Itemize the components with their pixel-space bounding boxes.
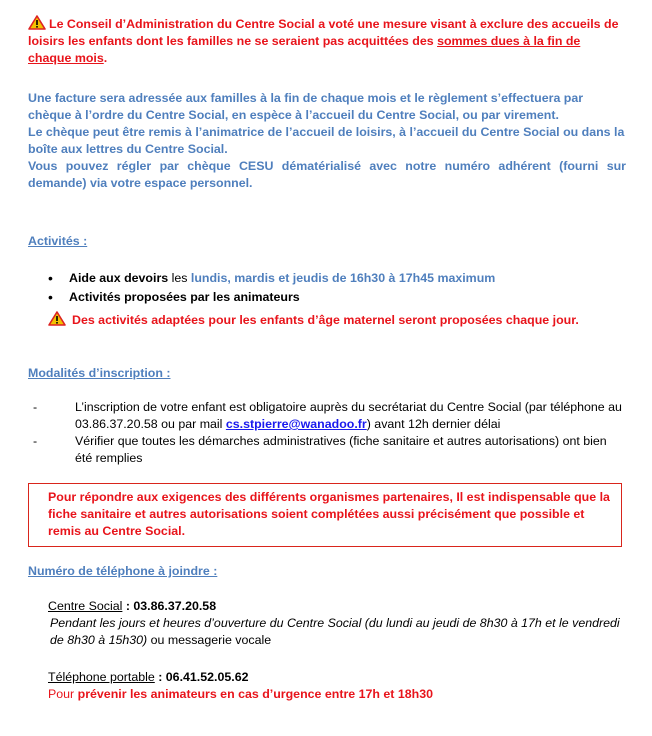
telephone-portable [48, 669, 624, 703]
activite-1-les: les [168, 271, 191, 285]
warning-triangle-icon [28, 15, 46, 30]
activite-1-label: Aide aux devoirs [69, 271, 169, 285]
telephone-section [28, 563, 624, 580]
activite-1-schedule: lundis, mardis et jeudis de 16h30 à 17h45 maximum [190, 271, 496, 285]
email-link[interactable]: cs.stpierre@wanadoo.fr [225, 417, 367, 431]
payment-info [28, 90, 626, 192]
centre-social-number: : 03.86.37.20.58 [122, 599, 217, 613]
list-dash: - [33, 400, 38, 414]
warning-intro-underlined: sommes dues à la fin de chaque mois [28, 34, 581, 65]
inscription-section [28, 365, 624, 382]
activite-2-label: Activités proposées par les animateurs [69, 290, 300, 304]
warning-triangle-icon [48, 311, 66, 326]
portable-label: Téléphone portable [48, 670, 155, 684]
portable-pour: Pour [48, 687, 78, 701]
payment-line-1: Une facture sera adressée aux familles à la fin de chaque mois et le règlement s’effectuera par chèque à l’ordre du Centre Social, en espèce à l’accueil du Centre Social, ou par virement. [28, 91, 584, 122]
portable-number: : 06.41.52.05.62 [154, 670, 249, 684]
inscription-heading: Modalités d’inscription : [28, 366, 171, 380]
inscription-list [28, 399, 624, 467]
telephone-centre [48, 598, 624, 649]
activites-heading: Activités : [28, 234, 88, 248]
list-item [28, 399, 624, 433]
portable-note: prévenir les animateurs en cas d’urgence entre 17h et 18h30 [77, 687, 433, 701]
activites-section [28, 233, 624, 250]
inscription-item-2-text: Vérifier que toutes les démarches administratives (fiche sanitaire et autres autorisations) ont bien été remplies [75, 434, 607, 465]
notice-box-text: Pour répondre aux exigences des différents organismes partenaires, Il est indispensable que la fiche sanitaire et autres autorisations soient complétées aussi précisément que possible et remis au Centre Social. [48, 490, 610, 538]
activites-list [48, 270, 624, 306]
activites-warning [48, 311, 624, 329]
inscription-item-1-tail: ) avant 12h dernier délai [366, 417, 501, 431]
list-item [28, 433, 624, 467]
payment-line-2: Le chèque peut être remis à l’animatrice de l’accueil de loisirs, à l’accueil du Centre Social ou dans la boîte aux lettres du Centre Social. [28, 125, 625, 156]
list-item [48, 289, 624, 306]
centre-hours-tail: ou messagerie vocale [147, 633, 272, 647]
warning-intro-text: Le Conseil d’Administration du Centre Social a voté une mesure visant à exclure des accueils de loisirs les enfants dont les familles ne se seraient pas acquittées des [28, 17, 619, 48]
payment-line-3: Vous pouvez régler par chèque CESU dématérialisé avec notre numéro adhérent (fourni sur demande) via votre espace personnel. [28, 159, 626, 190]
list-dash: - [33, 434, 38, 448]
activites-warning-text: Des activités adaptées pour les enfants d’âge maternel seront proposées chaque jour. [72, 313, 579, 327]
inscription-item-1-text: L’inscription de votre enfant est obligatoire auprès du secrétariat du Centre Social (par téléphone au 03.86.37.20.58 ou par mail [75, 400, 622, 431]
list-item [48, 270, 624, 287]
centre-social-label: Centre Social [48, 599, 123, 613]
warning-intro-end: . [103, 51, 108, 65]
telephone-heading: Numéro de téléphone à joindre : [28, 564, 218, 578]
warning-intro [28, 15, 624, 67]
notice-box [28, 483, 622, 547]
centre-hours: Pendant les jours et heures d’ouverture du Centre Social (du lundi au jeudi de 8h30 à 17h et le vendredi de 8h30 à 15h30) [50, 616, 620, 647]
